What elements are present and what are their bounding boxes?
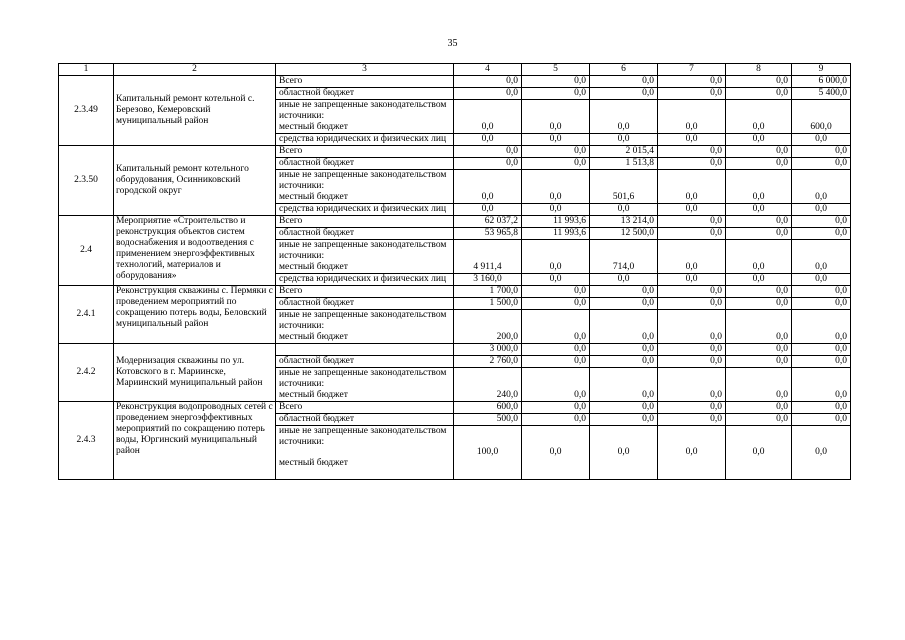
- value-cell: 0,0: [658, 286, 726, 298]
- value-cell: 0,0: [726, 286, 792, 298]
- value-cell: 0,0: [726, 228, 792, 240]
- source-label: Всего: [276, 286, 454, 298]
- header-cell: 8: [726, 64, 792, 76]
- local-budget-label: местный бюджет: [279, 458, 348, 468]
- row-name: Капитальный ремонт котельной с. Березово, Кемеровский муниципальный район: [114, 76, 276, 146]
- header-cell: 9: [792, 64, 851, 76]
- value-cell: 0,0: [590, 88, 658, 100]
- value-cell: 0,0: [590, 356, 658, 368]
- value-cell: 0,0: [726, 158, 792, 170]
- table-row: [59, 402, 851, 414]
- row-code: 2.3.50: [59, 146, 114, 216]
- source-label: областной бюджет: [276, 298, 454, 310]
- value-cell: 0,0: [792, 426, 851, 480]
- source-label: [276, 368, 454, 402]
- value-cell: 0,0: [726, 310, 792, 344]
- value-cell: 240,0: [454, 368, 522, 402]
- value-cell: 0,0: [522, 240, 590, 274]
- value-cell: 0,0: [658, 228, 726, 240]
- value-cell: 0,0: [590, 344, 658, 356]
- value-cell: 501,6: [590, 170, 658, 204]
- value-cell: 0,0: [726, 204, 792, 216]
- value-cell: 0,0: [792, 204, 851, 216]
- value-cell: 0,0: [522, 204, 590, 216]
- value-cell: 53 965,8: [454, 228, 522, 240]
- value-cell: 0,0: [454, 158, 522, 170]
- value-cell: 0,0: [590, 414, 658, 426]
- value-cell: 0,0: [726, 170, 792, 204]
- table-row: [59, 344, 851, 356]
- value-cell: 1 500,0: [454, 298, 522, 310]
- header-cell: 3: [276, 64, 454, 76]
- value-cell: 62 037,2: [454, 216, 522, 228]
- value-cell: 0,0: [792, 368, 851, 402]
- value-cell: 3 000,0: [454, 344, 522, 356]
- value-cell: 2 760,0: [454, 356, 522, 368]
- local-budget-label: местный бюджет: [279, 390, 348, 400]
- other-sources-label: иные не запрещенные законодательством источники:: [279, 170, 447, 191]
- value-cell: 0,0: [792, 298, 851, 310]
- value-cell: 0,0: [658, 170, 726, 204]
- value-cell: 0,0: [522, 310, 590, 344]
- value-cell: 0,0: [590, 274, 658, 286]
- row-code: 2.4.3: [59, 402, 114, 480]
- value-cell: 0,0: [726, 216, 792, 228]
- row-code: 2.3.49: [59, 76, 114, 146]
- value-cell: 0,0: [792, 356, 851, 368]
- value-cell: 0,0: [658, 274, 726, 286]
- value-cell: 0,0: [590, 204, 658, 216]
- value-cell: 0,0: [454, 134, 522, 146]
- value-cell: 0,0: [726, 76, 792, 88]
- source-label: [276, 344, 454, 356]
- source-label: средства юридических и физических лиц: [276, 274, 454, 286]
- value-cell: 0,0: [454, 76, 522, 88]
- value-cell: 0,0: [726, 298, 792, 310]
- value-cell: 0,0: [454, 170, 522, 204]
- value-cell: 0,0: [792, 414, 851, 426]
- row-name: Мероприятие «Строительство и реконструкция объектов систем водоснабжения и водоотведения с применением энергоэффективных технологий, материалов и оборудования»: [114, 216, 276, 286]
- value-cell: 0,0: [658, 204, 726, 216]
- value-cell: 0,0: [792, 158, 851, 170]
- source-label: [276, 100, 454, 134]
- value-cell: 0,0: [792, 402, 851, 414]
- value-cell: 0,0: [658, 368, 726, 402]
- value-cell: 0,0: [522, 100, 590, 134]
- header-row: [59, 64, 851, 76]
- header-cell: 2: [114, 64, 276, 76]
- value-cell: 0,0: [658, 344, 726, 356]
- page-number: 35: [447, 38, 458, 49]
- value-cell: 0,0: [522, 158, 590, 170]
- other-sources-label: иные не запрещенные законодательством источники:: [279, 310, 447, 331]
- other-sources-label: иные не запрещенные законодательством источники:: [279, 368, 447, 389]
- value-cell: 4 911,4: [454, 240, 522, 274]
- table-row: [59, 216, 851, 228]
- value-cell: 0,0: [792, 240, 851, 274]
- header-cell: 4: [454, 64, 522, 76]
- value-cell: 0,0: [522, 146, 590, 158]
- value-cell: 1 700,0: [454, 286, 522, 298]
- value-cell: 0,0: [792, 274, 851, 286]
- value-cell: 0,0: [658, 158, 726, 170]
- source-label: [276, 240, 454, 274]
- value-cell: 0,0: [522, 88, 590, 100]
- source-label: областной бюджет: [276, 414, 454, 426]
- value-cell: 3 160,0: [454, 274, 522, 286]
- header-cell: 7: [658, 64, 726, 76]
- value-cell: 0,0: [792, 146, 851, 158]
- header-cell: 1: [59, 64, 114, 76]
- value-cell: 0,0: [658, 298, 726, 310]
- value-cell: 0,0: [658, 240, 726, 274]
- value-cell: 0,0: [726, 368, 792, 402]
- value-cell: 0,0: [792, 228, 851, 240]
- budget-table: [58, 63, 851, 480]
- value-cell: 100,0: [454, 426, 522, 480]
- source-label: средства юридических и физических лиц: [276, 134, 454, 146]
- value-cell: 0,0: [726, 414, 792, 426]
- value-cell: 0,0: [726, 426, 792, 480]
- source-label: областной бюджет: [276, 356, 454, 368]
- table-row: [59, 286, 851, 298]
- value-cell: 714,0: [590, 240, 658, 274]
- value-cell: 0,0: [522, 368, 590, 402]
- value-cell: 0,0: [726, 240, 792, 274]
- value-cell: 200,0: [454, 310, 522, 344]
- value-cell: 0,0: [522, 414, 590, 426]
- value-cell: 0,0: [522, 134, 590, 146]
- value-cell: 600,0: [792, 100, 851, 134]
- value-cell: 0,0: [590, 368, 658, 402]
- row-code: 2.4.1: [59, 286, 114, 344]
- value-cell: 13 214,0: [590, 216, 658, 228]
- row-name: Модернизация скважины по ул. Котовского в г. Мариинске, Мариинский муниципальный район: [114, 344, 276, 402]
- table-row: [59, 146, 851, 158]
- value-cell: 0,0: [726, 274, 792, 286]
- value-cell: 0,0: [792, 134, 851, 146]
- value-cell: 0,0: [658, 134, 726, 146]
- value-cell: 0,0: [522, 344, 590, 356]
- source-label: [276, 310, 454, 344]
- value-cell: 0,0: [792, 286, 851, 298]
- value-cell: 0,0: [522, 426, 590, 480]
- source-label: областной бюджет: [276, 228, 454, 240]
- value-cell: 0,0: [522, 356, 590, 368]
- value-cell: 0,0: [590, 286, 658, 298]
- value-cell: 0,0: [726, 88, 792, 100]
- header-cell: 5: [522, 64, 590, 76]
- value-cell: 0,0: [454, 88, 522, 100]
- value-cell: 0,0: [792, 310, 851, 344]
- value-cell: 0,0: [658, 414, 726, 426]
- other-sources-label: иные не запрещенные законодательством источники:: [279, 240, 447, 261]
- value-cell: 0,0: [590, 426, 658, 480]
- value-cell: 0,0: [522, 286, 590, 298]
- value-cell: 0,0: [792, 170, 851, 204]
- value-cell: 0,0: [658, 88, 726, 100]
- value-cell: 0,0: [658, 356, 726, 368]
- source-label: средства юридических и физических лиц: [276, 204, 454, 216]
- source-label: [276, 170, 454, 204]
- value-cell: 0,0: [792, 344, 851, 356]
- value-cell: 0,0: [590, 402, 658, 414]
- row-code: 2.4: [59, 216, 114, 286]
- table-row: [59, 76, 851, 88]
- value-cell: 0,0: [522, 170, 590, 204]
- value-cell: 0,0: [590, 298, 658, 310]
- source-label: областной бюджет: [276, 88, 454, 100]
- value-cell: 0,0: [590, 100, 658, 134]
- source-label: Всего: [276, 216, 454, 228]
- value-cell: 0,0: [726, 344, 792, 356]
- value-cell: 0,0: [658, 146, 726, 158]
- value-cell: 0,0: [590, 76, 658, 88]
- local-budget-label: местный бюджет: [279, 122, 348, 132]
- source-label: Всего: [276, 76, 454, 88]
- value-cell: 0,0: [658, 100, 726, 134]
- value-cell: 500,0: [454, 414, 522, 426]
- value-cell: 0,0: [658, 76, 726, 88]
- row-name: Реконструкция водопроводных сетей с проведением энергоэффективных мероприятий по сокращению потерь воды, Юргинский муниципальный район: [114, 402, 276, 480]
- value-cell: 0,0: [522, 76, 590, 88]
- value-cell: 12 500,0: [590, 228, 658, 240]
- value-cell: 11 993,6: [522, 216, 590, 228]
- source-label: Всего: [276, 146, 454, 158]
- value-cell: 6 000,0: [792, 76, 851, 88]
- source-label: [276, 426, 454, 480]
- value-cell: 600,0: [454, 402, 522, 414]
- local-budget-label: местный бюджет: [279, 262, 348, 272]
- other-sources-label: иные не запрещенные законодательством источники:: [279, 100, 447, 121]
- value-cell: 0,0: [726, 134, 792, 146]
- source-label: Всего: [276, 402, 454, 414]
- value-cell: 1 513,8: [590, 158, 658, 170]
- row-code: 2.4.2: [59, 344, 114, 402]
- value-cell: 0,0: [726, 356, 792, 368]
- value-cell: 0,0: [454, 204, 522, 216]
- local-budget-label: местный бюджет: [279, 192, 348, 202]
- value-cell: 0,0: [454, 100, 522, 134]
- value-cell: 0,0: [658, 216, 726, 228]
- row-name: Реконструкция скважины с. Пермяки с проведением мероприятий по сокращению потерь воды, Беловский муниципальный район: [114, 286, 276, 344]
- value-cell: 0,0: [590, 134, 658, 146]
- value-cell: 0,0: [726, 402, 792, 414]
- value-cell: 0,0: [522, 402, 590, 414]
- source-label: областной бюджет: [276, 158, 454, 170]
- value-cell: 0,0: [726, 100, 792, 134]
- value-cell: 0,0: [658, 402, 726, 414]
- header-cell: 6: [590, 64, 658, 76]
- value-cell: 0,0: [658, 310, 726, 344]
- value-cell: 0,0: [522, 298, 590, 310]
- value-cell: 0,0: [658, 426, 726, 480]
- value-cell: 11 993,6: [522, 228, 590, 240]
- row-name: Капитальный ремонт котельного оборудования, Осинниковский городской округ: [114, 146, 276, 216]
- value-cell: 0,0: [590, 310, 658, 344]
- value-cell: 0,0: [454, 146, 522, 158]
- other-sources-label: иные не запрещенные законодательством источники:: [279, 426, 447, 447]
- value-cell: 2 015,4: [590, 146, 658, 158]
- value-cell: 0,0: [792, 216, 851, 228]
- value-cell: 5 400,0: [792, 88, 851, 100]
- value-cell: 0,0: [522, 274, 590, 286]
- local-budget-label: местный бюджет: [279, 332, 348, 342]
- value-cell: 0,0: [726, 146, 792, 158]
